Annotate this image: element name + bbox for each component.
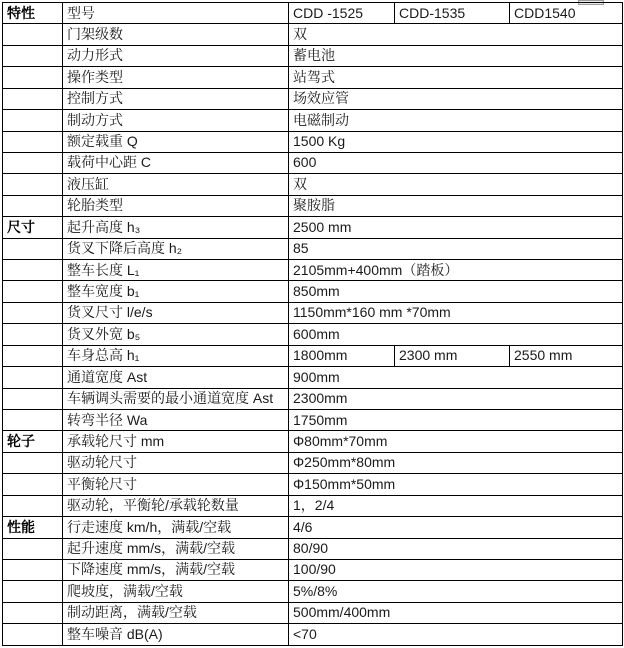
param-cell: 控制方式 bbox=[63, 88, 289, 109]
category-cell: 特性 bbox=[3, 3, 63, 24]
table-row bbox=[3, 217, 623, 238]
model-header-cell: CDD-1535 bbox=[395, 3, 510, 24]
value-cell: 蓄电池 bbox=[289, 45, 623, 66]
spec-table bbox=[2, 2, 623, 646]
table-row bbox=[3, 88, 623, 109]
table-row bbox=[3, 67, 623, 88]
category-cell bbox=[3, 67, 63, 88]
param-cell: 操作类型 bbox=[63, 67, 289, 88]
category-cell bbox=[3, 559, 63, 580]
value-cell: 850mm bbox=[289, 281, 623, 302]
param-cell: 爬坡度，满载/空载 bbox=[63, 581, 289, 602]
param-cell: 制动方式 bbox=[63, 110, 289, 131]
table-row bbox=[3, 238, 623, 259]
param-cell: 液压缸 bbox=[63, 174, 289, 195]
param-cell: 驱动轮，平衡轮/承载轮数量 bbox=[63, 495, 289, 516]
table-row bbox=[3, 302, 623, 323]
param-cell: 起升速度 mm/s，满载/空载 bbox=[63, 538, 289, 559]
param-cell: 制动距离，满载/空载 bbox=[63, 602, 289, 623]
category-cell bbox=[3, 324, 63, 345]
category-cell bbox=[3, 281, 63, 302]
value-cell: 1，2/4 bbox=[289, 495, 623, 516]
value-cell: 2550 mm bbox=[510, 345, 623, 366]
value-cell: <70 bbox=[289, 624, 623, 646]
category-cell bbox=[3, 410, 63, 431]
table-row bbox=[3, 517, 623, 538]
table-row bbox=[3, 260, 623, 281]
value-cell: 场效应管 bbox=[289, 88, 623, 109]
category-cell bbox=[3, 495, 63, 516]
value-cell: 1750mm bbox=[289, 410, 623, 431]
category-cell bbox=[3, 624, 63, 646]
param-cell: 动力形式 bbox=[63, 45, 289, 66]
value-cell: 100/90 bbox=[289, 559, 623, 580]
table-row bbox=[3, 110, 623, 131]
table-row bbox=[3, 410, 623, 431]
param-cell: 下降速度 mm/s，满载/空载 bbox=[63, 559, 289, 580]
value-cell: 85 bbox=[289, 238, 623, 259]
value-cell: 2500 mm bbox=[289, 217, 623, 238]
table-row bbox=[3, 45, 623, 66]
table-row bbox=[3, 3, 623, 24]
param-cell: 载荷中心距 C bbox=[63, 152, 289, 173]
param-cell: 起升高度 h₃ bbox=[63, 217, 289, 238]
model-header-cell: CDD -1525 bbox=[289, 3, 395, 24]
category-cell bbox=[3, 131, 63, 152]
param-cell: 货叉尺寸 l/e/s bbox=[63, 302, 289, 323]
category-cell bbox=[3, 367, 63, 388]
param-cell: 车身总高 h₁ bbox=[63, 345, 289, 366]
category-cell bbox=[3, 260, 63, 281]
table-row bbox=[3, 195, 623, 216]
table-row bbox=[3, 281, 623, 302]
value-cell: Φ250mm*80mm bbox=[289, 452, 623, 473]
table-row bbox=[3, 538, 623, 559]
param-cell: 整车长度 L₁ bbox=[63, 260, 289, 281]
value-cell: 600mm bbox=[289, 324, 623, 345]
category-cell bbox=[3, 345, 63, 366]
param-cell: 承载轮尺寸 mm bbox=[63, 431, 289, 452]
category-cell bbox=[3, 388, 63, 409]
param-cell: 通道宽度 Ast bbox=[63, 367, 289, 388]
value-cell: 80/90 bbox=[289, 538, 623, 559]
param-cell: 货叉外宽 b₅ bbox=[63, 324, 289, 345]
value-cell: 电磁制动 bbox=[289, 110, 623, 131]
table-row bbox=[3, 474, 623, 495]
category-cell: 轮子 bbox=[3, 431, 63, 452]
value-cell: 1800mm bbox=[289, 345, 395, 366]
category-cell bbox=[3, 538, 63, 559]
value-cell: 2105mm+400mm（踏板） bbox=[289, 260, 623, 281]
value-cell: 500mm/400mm bbox=[289, 602, 623, 623]
value-cell: 1500 Kg bbox=[289, 131, 623, 152]
param-cell: 整车噪音 dB(A) bbox=[63, 624, 289, 646]
value-cell: 900mm bbox=[289, 367, 623, 388]
param-cell: 转弯半径 Wa bbox=[63, 410, 289, 431]
category-cell: 性能 bbox=[3, 517, 63, 538]
value-cell: 站驾式 bbox=[289, 67, 623, 88]
category-cell bbox=[3, 110, 63, 131]
category-cell: 尺寸 bbox=[3, 217, 63, 238]
table-row bbox=[3, 624, 623, 646]
value-cell: Φ150mm*50mm bbox=[289, 474, 623, 495]
category-cell bbox=[3, 452, 63, 473]
table-row bbox=[3, 431, 623, 452]
param-cell: 型号 bbox=[63, 3, 289, 24]
value-cell: 2300 mm bbox=[395, 345, 510, 366]
category-cell bbox=[3, 24, 63, 45]
table-row bbox=[3, 24, 623, 45]
category-cell bbox=[3, 474, 63, 495]
value-cell: 4/6 bbox=[289, 517, 623, 538]
category-cell bbox=[3, 581, 63, 602]
value-cell: 5%/8% bbox=[289, 581, 623, 602]
category-cell bbox=[3, 238, 63, 259]
value-cell: 双 bbox=[289, 24, 623, 45]
param-cell: 车辆调头需要的最小通道宽度 Ast bbox=[63, 388, 289, 409]
param-cell: 额定载重 Q bbox=[63, 131, 289, 152]
category-cell bbox=[3, 45, 63, 66]
table-row bbox=[3, 495, 623, 516]
category-cell bbox=[3, 602, 63, 623]
param-cell: 货叉下降后高度 h₂ bbox=[63, 238, 289, 259]
value-cell: 聚胺脂 bbox=[289, 195, 623, 216]
value-cell: 2300mm bbox=[289, 388, 623, 409]
table-row bbox=[3, 131, 623, 152]
table-row bbox=[3, 559, 623, 580]
table-row bbox=[3, 452, 623, 473]
table-row bbox=[3, 345, 623, 366]
table-row bbox=[3, 152, 623, 173]
table-row bbox=[3, 602, 623, 623]
category-cell bbox=[3, 88, 63, 109]
category-cell bbox=[3, 195, 63, 216]
category-cell bbox=[3, 174, 63, 195]
model-header-cell: CDD1540 bbox=[510, 3, 623, 24]
table-row bbox=[3, 581, 623, 602]
value-cell: 600 bbox=[289, 152, 623, 173]
category-cell bbox=[3, 152, 63, 173]
value-cell: Φ80mm*70mm bbox=[289, 431, 623, 452]
table-row bbox=[3, 174, 623, 195]
param-cell: 驱动轮尺寸 bbox=[63, 452, 289, 473]
category-cell bbox=[3, 302, 63, 323]
param-cell: 整车宽度 b₁ bbox=[63, 281, 289, 302]
table-row bbox=[3, 388, 623, 409]
param-cell: 行走速度 km/h，满载/空载 bbox=[63, 517, 289, 538]
value-cell: 双 bbox=[289, 174, 623, 195]
value-cell: 1150mm*160 mm *70mm bbox=[289, 302, 623, 323]
table-row bbox=[3, 324, 623, 345]
param-cell: 门架级数 bbox=[63, 24, 289, 45]
table-row bbox=[3, 367, 623, 388]
param-cell: 轮胎类型 bbox=[63, 195, 289, 216]
param-cell: 平衡轮尺寸 bbox=[63, 474, 289, 495]
